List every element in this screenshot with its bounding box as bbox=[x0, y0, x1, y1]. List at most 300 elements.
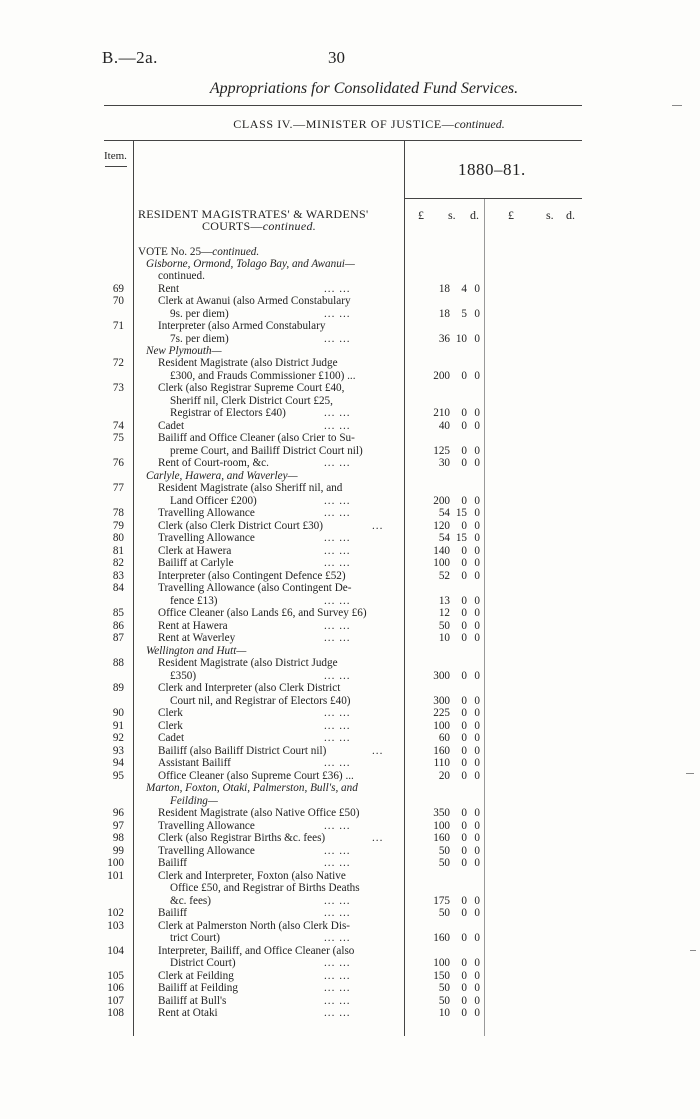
table-row bbox=[0, 757, 700, 770]
description-italic: continued. bbox=[212, 246, 260, 258]
amount-shillings: 0 bbox=[461, 832, 467, 844]
amount-pounds: 100 bbox=[433, 557, 450, 569]
amount-pounds: 40 bbox=[438, 420, 450, 432]
description-text: Resident Magistrate (also District Judge bbox=[158, 357, 338, 369]
table-row bbox=[0, 970, 700, 983]
table-row bbox=[0, 1007, 700, 1020]
item-description bbox=[170, 445, 363, 458]
table-row bbox=[0, 895, 700, 908]
page-title: Appropriations for Consolidated Fund Services. bbox=[209, 80, 519, 97]
item-description bbox=[170, 882, 360, 895]
amount bbox=[410, 632, 482, 645]
description-text: Rent at Otaki bbox=[158, 1007, 218, 1019]
amount-shillings: 0 bbox=[461, 982, 467, 994]
table-row bbox=[0, 820, 700, 833]
item-description bbox=[158, 582, 351, 595]
description-text: Clerk (also Clerk District Court £30) bbox=[158, 520, 323, 532]
amount bbox=[410, 507, 482, 520]
section-heading-line1: RESIDENT MAGISTRATES' & WARDENS' bbox=[138, 207, 369, 221]
header-rule-bottom bbox=[104, 140, 582, 141]
item-description bbox=[158, 945, 354, 958]
amount-pence: 0 bbox=[474, 907, 480, 919]
table-row bbox=[0, 882, 700, 895]
amount-shillings: 0 bbox=[461, 407, 467, 419]
amount bbox=[410, 745, 482, 758]
amount-pounds: 10 bbox=[438, 1007, 450, 1019]
description-text: Travelling Allowance bbox=[158, 820, 255, 832]
amount-shillings: 0 bbox=[461, 720, 467, 732]
leader-dots: ... ... bbox=[324, 620, 351, 632]
amount-pounds: 200 bbox=[433, 495, 450, 507]
amount-shillings: 0 bbox=[461, 907, 467, 919]
description-text: Resident Magistrate (also Sheriff nil, and bbox=[158, 482, 343, 494]
amount-pounds: 50 bbox=[438, 982, 450, 994]
table-row bbox=[0, 957, 700, 970]
item-description bbox=[158, 557, 234, 570]
amount bbox=[410, 757, 482, 770]
table-row bbox=[0, 845, 700, 858]
table-row bbox=[0, 295, 700, 308]
amount-shillings: 0 bbox=[461, 895, 467, 907]
amount-pence: 0 bbox=[474, 632, 480, 644]
table-row bbox=[0, 707, 700, 720]
item-number: 101 bbox=[107, 870, 124, 882]
table-row bbox=[0, 495, 700, 508]
item-number: 69 bbox=[112, 283, 124, 295]
amount bbox=[410, 995, 482, 1008]
leader-dots: ... ... bbox=[324, 932, 351, 944]
amount-pence: 0 bbox=[474, 770, 480, 782]
amount bbox=[410, 820, 482, 833]
section-heading-line2: COURTS—continued. bbox=[202, 219, 317, 233]
amount-pounds: 20 bbox=[438, 770, 450, 782]
leader-dots: ... bbox=[372, 832, 384, 844]
amount-shillings: 0 bbox=[461, 495, 467, 507]
amount-pounds: 300 bbox=[433, 670, 450, 682]
pence-header-2: d. bbox=[566, 208, 575, 222]
amount bbox=[410, 333, 482, 346]
description-text: Cadet bbox=[158, 420, 185, 432]
amount-shillings: 0 bbox=[461, 570, 467, 582]
item-description bbox=[138, 246, 259, 259]
description-text: Registrar of Electors £40) bbox=[170, 407, 286, 419]
leader-dots: ... ... bbox=[324, 820, 351, 832]
table-row bbox=[0, 507, 700, 520]
item-description bbox=[146, 645, 246, 658]
item-number: 71 bbox=[112, 320, 124, 332]
amount-pence: 0 bbox=[474, 1007, 480, 1019]
description-text: Clerk and Interpreter (also Clerk District bbox=[158, 682, 341, 694]
amount-shillings: 0 bbox=[461, 632, 467, 644]
amount-pounds: 160 bbox=[433, 932, 450, 944]
table-row bbox=[0, 720, 700, 733]
item-number: 90 bbox=[112, 707, 124, 719]
amount bbox=[410, 532, 482, 545]
leader-dots: ... ... bbox=[324, 732, 351, 744]
document-reference: B.—2a. bbox=[102, 48, 158, 67]
leader-dots: ... ... bbox=[324, 757, 351, 769]
item-number: 79 bbox=[112, 520, 124, 532]
table-row bbox=[0, 932, 700, 945]
table-row bbox=[0, 407, 700, 420]
table-row bbox=[0, 308, 700, 321]
table-row bbox=[0, 320, 700, 333]
amount-pounds: 110 bbox=[433, 757, 450, 769]
description-text: Bailiff and Office Cleaner (also Crier to Su- bbox=[158, 432, 355, 444]
margin-mark bbox=[690, 950, 696, 951]
item-description bbox=[158, 770, 354, 783]
item-number: 100 bbox=[107, 857, 124, 869]
item-number: 76 bbox=[112, 457, 124, 469]
leader-dots: ... ... bbox=[324, 632, 351, 644]
item-number: 84 bbox=[112, 582, 124, 594]
description-text: £350) bbox=[170, 670, 197, 682]
table-row bbox=[0, 632, 700, 645]
amount-shillings: 0 bbox=[461, 370, 467, 382]
table-row bbox=[0, 907, 700, 920]
item-description bbox=[158, 607, 367, 620]
item-number: 81 bbox=[112, 545, 124, 557]
item-description bbox=[158, 295, 351, 308]
table-row bbox=[0, 357, 700, 370]
leader-dots: ... ... bbox=[324, 545, 351, 557]
item-number: 83 bbox=[112, 570, 124, 582]
amount-pence: 0 bbox=[474, 607, 480, 619]
amount-pence: 0 bbox=[474, 457, 480, 469]
amount-pence: 0 bbox=[474, 707, 480, 719]
amount-pence: 0 bbox=[474, 420, 480, 432]
amount-shillings: 0 bbox=[461, 420, 467, 432]
item-description bbox=[170, 595, 218, 608]
item-description bbox=[158, 970, 234, 983]
item-description bbox=[158, 982, 238, 995]
leader-dots: ... ... bbox=[324, 845, 351, 857]
amount-pounds: 13 bbox=[438, 595, 450, 607]
amount-shillings: 0 bbox=[461, 845, 467, 857]
item-description bbox=[158, 570, 346, 583]
table-row bbox=[0, 620, 700, 633]
amount bbox=[410, 857, 482, 870]
amount bbox=[410, 907, 482, 920]
item-description bbox=[158, 732, 184, 745]
amount-shillings: 0 bbox=[461, 607, 467, 619]
table-row bbox=[0, 258, 700, 271]
amount bbox=[410, 845, 482, 858]
description-text: Wellington and Hutt— bbox=[146, 645, 247, 657]
table-row bbox=[0, 657, 700, 670]
amount-pence: 0 bbox=[474, 620, 480, 632]
item-description bbox=[158, 657, 338, 670]
item-description bbox=[170, 333, 229, 346]
item-number: 103 bbox=[107, 920, 124, 932]
amount-shillings: 4 bbox=[461, 283, 467, 295]
table-row bbox=[0, 432, 700, 445]
item-description bbox=[158, 682, 340, 695]
amount-pence: 0 bbox=[474, 532, 480, 544]
amount-pence: 0 bbox=[474, 407, 480, 419]
item-description bbox=[170, 895, 211, 908]
table-row bbox=[0, 457, 700, 470]
amount-pence: 0 bbox=[474, 557, 480, 569]
description-text: Gisborne, Ormond, Tolago Bay, and Awanui— bbox=[146, 258, 355, 270]
description-text: Bailiff at Bull's bbox=[158, 995, 227, 1007]
amount bbox=[410, 670, 482, 683]
table-row bbox=[0, 732, 700, 745]
amount-pounds: 125 bbox=[433, 445, 450, 457]
year-rule bbox=[404, 198, 582, 199]
item-number: 98 bbox=[112, 832, 124, 844]
amount-shillings: 5 bbox=[461, 308, 467, 320]
amount-shillings: 0 bbox=[461, 757, 467, 769]
leader-dots: ... ... bbox=[324, 507, 351, 519]
amount-pounds: 100 bbox=[433, 720, 450, 732]
amount-pence: 0 bbox=[474, 333, 480, 345]
item-description bbox=[158, 532, 255, 545]
amount-pounds: 225 bbox=[433, 707, 450, 719]
amount-pence: 0 bbox=[474, 495, 480, 507]
amount-pence: 0 bbox=[474, 445, 480, 457]
leader-dots: ... ... bbox=[324, 895, 351, 907]
item-number: 99 bbox=[112, 845, 124, 857]
amount bbox=[410, 832, 482, 845]
amount-shillings: 0 bbox=[461, 695, 467, 707]
description-text: Travelling Allowance bbox=[158, 532, 255, 544]
item-description bbox=[158, 907, 187, 920]
description-text: Rent of Court-room, &c. bbox=[158, 457, 269, 469]
amount-pounds: 150 bbox=[433, 970, 450, 982]
class-title: CLASS IV.—MINISTER OF JUSTICE—continued. bbox=[233, 117, 505, 131]
table-row bbox=[0, 945, 700, 958]
table-row bbox=[0, 607, 700, 620]
description-text: 9s. per diem) bbox=[170, 308, 229, 320]
table-row bbox=[0, 333, 700, 346]
item-description bbox=[158, 432, 355, 445]
leader-dots: ... ... bbox=[324, 495, 351, 507]
item-number: 72 bbox=[112, 357, 124, 369]
item-description bbox=[158, 745, 326, 758]
amount-pence: 0 bbox=[474, 857, 480, 869]
description-text: Travelling Allowance (also Contingent De- bbox=[158, 582, 352, 594]
amount-shillings: 0 bbox=[461, 745, 467, 757]
item-number: 74 bbox=[112, 420, 124, 432]
item-description bbox=[170, 308, 229, 321]
description-text: &c. fees) bbox=[170, 895, 211, 907]
item-description bbox=[158, 757, 231, 770]
item-number: 104 bbox=[107, 945, 124, 957]
amount bbox=[410, 1007, 482, 1020]
item-description bbox=[170, 932, 220, 945]
leader-dots: ... ... bbox=[324, 707, 351, 719]
amount-pounds: 160 bbox=[433, 745, 450, 757]
item-description bbox=[158, 857, 187, 870]
description-text: £300, and Frauds Commissioner £100) ... bbox=[170, 370, 356, 382]
amount-shillings: 0 bbox=[461, 620, 467, 632]
table-row bbox=[0, 595, 700, 608]
table-row bbox=[0, 832, 700, 845]
description-text: continued. bbox=[158, 270, 205, 282]
item-description bbox=[146, 470, 298, 483]
leader-dots: ... ... bbox=[324, 407, 351, 419]
table-row bbox=[0, 482, 700, 495]
amount-shillings: 0 bbox=[461, 820, 467, 832]
amount-pounds: 18 bbox=[438, 308, 450, 320]
item-description bbox=[170, 957, 236, 970]
leader-dots: ... ... bbox=[324, 957, 351, 969]
amount bbox=[410, 370, 482, 383]
item-description bbox=[158, 420, 184, 433]
item-number: 89 bbox=[112, 682, 124, 694]
item-description bbox=[158, 807, 359, 820]
amount-pence: 0 bbox=[474, 970, 480, 982]
amount bbox=[410, 445, 482, 458]
description-text: Office £50, and Registrar of Births Deaths bbox=[170, 882, 360, 894]
header-rule-top bbox=[104, 105, 582, 106]
amount-pounds: 36 bbox=[438, 333, 450, 345]
amount-pence: 0 bbox=[474, 308, 480, 320]
amount-shillings: 0 bbox=[461, 670, 467, 682]
item-description bbox=[170, 407, 286, 420]
table-row bbox=[0, 870, 700, 883]
table-row bbox=[0, 920, 700, 933]
item-number: 102 bbox=[107, 907, 124, 919]
item-description bbox=[158, 507, 255, 520]
description-text: fence £13) bbox=[170, 595, 218, 607]
table-row bbox=[0, 770, 700, 783]
table-row bbox=[0, 246, 700, 259]
item-description bbox=[158, 620, 228, 633]
amount-pence: 0 bbox=[474, 982, 480, 994]
description-text: preme Court, and Bailiff District Court nil) bbox=[170, 445, 363, 457]
table-row bbox=[0, 645, 700, 658]
amount-pence: 0 bbox=[474, 820, 480, 832]
item-description bbox=[158, 482, 342, 495]
shillings-header: s. bbox=[448, 208, 456, 222]
item-description bbox=[158, 545, 231, 558]
leader-dots: ... ... bbox=[324, 420, 351, 432]
amount-pounds: 50 bbox=[438, 907, 450, 919]
amount bbox=[410, 807, 482, 820]
leader-dots: ... ... bbox=[324, 982, 351, 994]
item-description bbox=[158, 382, 344, 395]
item-number: 82 bbox=[112, 557, 124, 569]
year-header: 1880–81. bbox=[458, 160, 526, 179]
item-description bbox=[170, 670, 196, 683]
amount bbox=[410, 982, 482, 995]
pounds-header: £ bbox=[418, 208, 424, 222]
description-text: New Plymouth— bbox=[146, 345, 222, 357]
amount-pounds: 54 bbox=[438, 507, 450, 519]
description-text: Clerk bbox=[158, 707, 183, 719]
item-number: 80 bbox=[112, 532, 124, 544]
amount bbox=[410, 770, 482, 783]
amount-pounds: 300 bbox=[433, 695, 450, 707]
table-row bbox=[0, 795, 700, 808]
item-description bbox=[158, 457, 269, 470]
leader-dots: ... ... bbox=[324, 595, 351, 607]
table-row bbox=[0, 557, 700, 570]
amount bbox=[410, 620, 482, 633]
item-number: 92 bbox=[112, 732, 124, 744]
table-row bbox=[0, 520, 700, 533]
item-header-underline bbox=[105, 166, 127, 167]
leader-dots: ... ... bbox=[324, 308, 351, 320]
item-description bbox=[158, 995, 226, 1008]
item-number: 70 bbox=[112, 295, 124, 307]
description-text: Court nil, and Registrar of Electors £40) bbox=[170, 695, 351, 707]
item-number: 87 bbox=[112, 632, 124, 644]
item-number: 108 bbox=[107, 1007, 124, 1019]
table-row bbox=[0, 582, 700, 595]
item-number: 94 bbox=[112, 757, 124, 769]
description-text: VOTE No. 25— bbox=[138, 246, 213, 258]
leader-dots: ... ... bbox=[324, 457, 351, 469]
amount bbox=[410, 557, 482, 570]
item-description bbox=[158, 520, 323, 533]
description-text: Travelling Allowance bbox=[158, 507, 255, 519]
leader-dots: ... ... bbox=[324, 283, 351, 295]
table-row bbox=[0, 445, 700, 458]
margin-mark bbox=[686, 773, 694, 774]
amount-shillings: 15 bbox=[455, 507, 467, 519]
amount bbox=[410, 570, 482, 583]
amount-pounds: 100 bbox=[433, 820, 450, 832]
amount bbox=[410, 607, 482, 620]
description-text: Resident Magistrate (also District Judge bbox=[158, 657, 338, 669]
amount-pence: 0 bbox=[474, 757, 480, 769]
amount-shillings: 0 bbox=[461, 545, 467, 557]
amount-pounds: 10 bbox=[438, 632, 450, 644]
item-number: 107 bbox=[107, 995, 124, 1007]
description-text: Clerk at Awanui (also Armed Constabulary bbox=[158, 295, 351, 307]
leader-dots: ... ... bbox=[324, 670, 351, 682]
amount-shillings: 0 bbox=[461, 1007, 467, 1019]
amount-pence: 0 bbox=[474, 370, 480, 382]
amount-shillings: 0 bbox=[461, 595, 467, 607]
table-row bbox=[0, 807, 700, 820]
item-number: 78 bbox=[112, 507, 124, 519]
amount-pounds: 30 bbox=[438, 457, 450, 469]
table-row bbox=[0, 682, 700, 695]
amount-shillings: 0 bbox=[461, 807, 467, 819]
amount-pence: 0 bbox=[474, 995, 480, 1007]
amount bbox=[410, 457, 482, 470]
amount-shillings: 0 bbox=[461, 770, 467, 782]
amount-pounds: 100 bbox=[433, 957, 450, 969]
amount-pounds: 12 bbox=[438, 607, 450, 619]
leader-dots: ... ... bbox=[324, 970, 351, 982]
description-text: Interpreter, Bailiff, and Office Cleaner (also bbox=[158, 945, 355, 957]
amount-pounds: 50 bbox=[438, 995, 450, 1007]
description-text: Marton, Foxton, Otaki, Palmerston, Bull's, and bbox=[146, 782, 358, 794]
amount-pounds: 160 bbox=[433, 832, 450, 844]
table-row bbox=[0, 570, 700, 583]
leader-dots: ... ... bbox=[324, 1007, 351, 1019]
amount-pence: 0 bbox=[474, 807, 480, 819]
description-text: Assistant Bailiff bbox=[158, 757, 231, 769]
amount-pence: 0 bbox=[474, 895, 480, 907]
amount-pounds: 210 bbox=[433, 407, 450, 419]
amount-pounds: 18 bbox=[438, 283, 450, 295]
table-row bbox=[0, 382, 700, 395]
item-description bbox=[146, 258, 355, 271]
amount-pence: 0 bbox=[474, 720, 480, 732]
item-description bbox=[170, 695, 351, 708]
description-text: Travelling Allowance bbox=[158, 845, 255, 857]
item-number: 91 bbox=[112, 720, 124, 732]
item-description bbox=[170, 370, 356, 383]
amount bbox=[410, 895, 482, 908]
description-text: Clerk (also Registrar Supreme Court £40, bbox=[158, 382, 345, 394]
